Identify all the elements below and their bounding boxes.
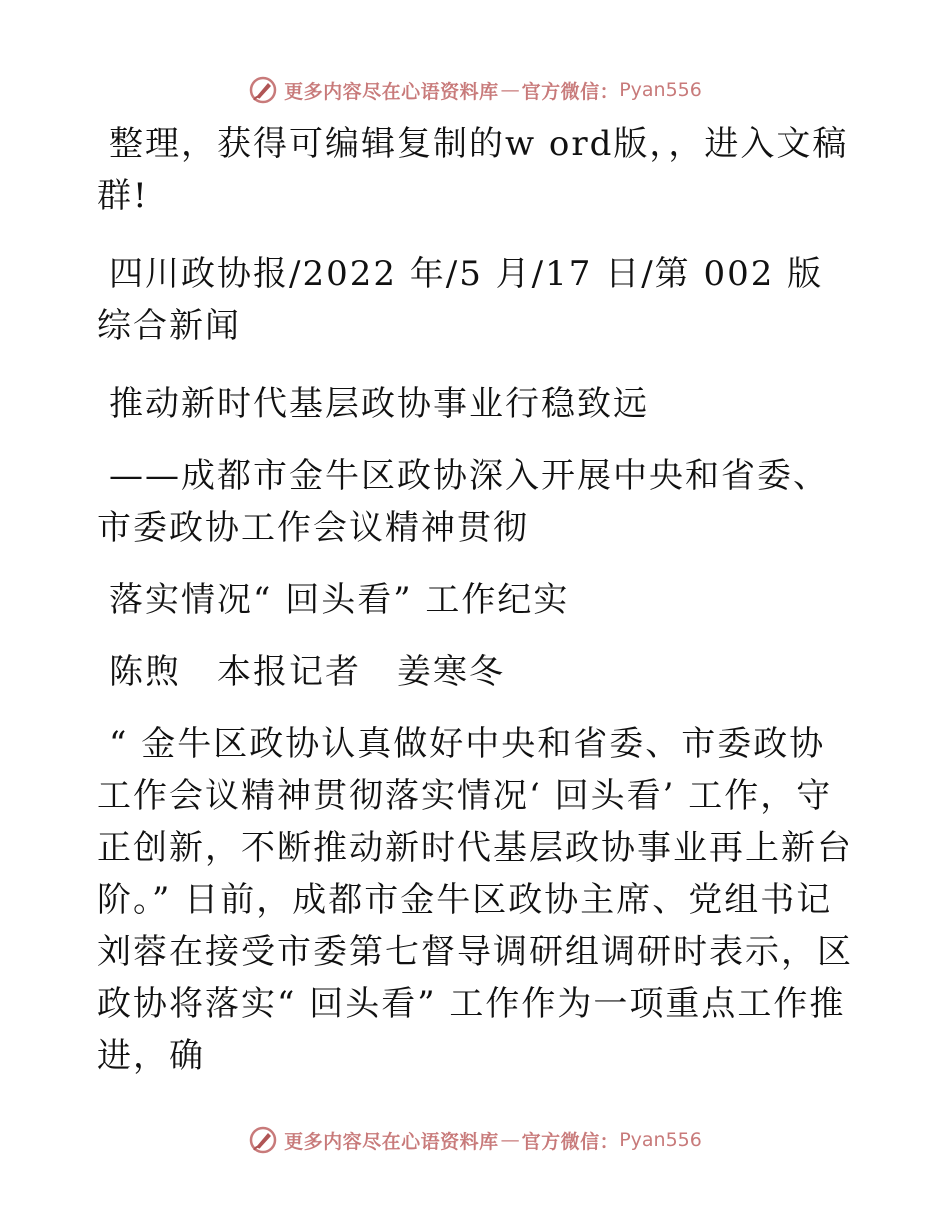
article-subtitle: ——成都市金牛区政协深入开展中央和省委、市委政协工作会议精神贯彻 xyxy=(97,456,829,548)
watermark-text: 更多内容尽在心语资料库 xyxy=(284,80,499,103)
document-body xyxy=(97,118,857,1082)
byline: 陈煦 本报记者 姜寒冬 xyxy=(109,652,505,692)
footer-watermark xyxy=(0,1120,950,1160)
pen-logo-icon xyxy=(248,75,278,105)
header-watermark xyxy=(0,70,950,110)
intro-paragraph: 整理，获得可编辑复制的w ord版，，进入文稿群! xyxy=(97,124,849,216)
body-paragraph: “ 金牛区政协认真做好中央和省委、市委政协工作会议精神贯彻落实情况‘ 回头看’ 工作，守正创新，不断推动新时代基层政协事业再上新台阶。” 日前，成都市金牛区政协主席、党组书记刘蓉在接受市委第七督导调研组调研时表示，区政协将落实“ 回头看” 工作作为一项重点工作推进，确 xyxy=(97,724,853,1076)
article-subtitle-continued: 落实情况“ 回头看” 工作纪实 xyxy=(109,580,570,620)
watermark-separator: — xyxy=(500,79,520,101)
watermark-official-label: 官方微信： xyxy=(521,1130,620,1153)
watermark-separator: — xyxy=(500,1129,520,1151)
source-line: 四川政协报/2022 年/5 月/17 日/第 002 版综合新闻 xyxy=(97,254,824,346)
pen-logo-icon xyxy=(248,1125,278,1155)
watermark-account: Pyan556 xyxy=(619,1129,702,1151)
watermark-official-label: 官方微信： xyxy=(521,80,620,103)
watermark-account: Pyan556 xyxy=(619,79,702,101)
article-title: 推动新时代基层政协事业行稳致远 xyxy=(109,384,649,424)
watermark-text: 更多内容尽在心语资料库 xyxy=(284,1130,499,1153)
